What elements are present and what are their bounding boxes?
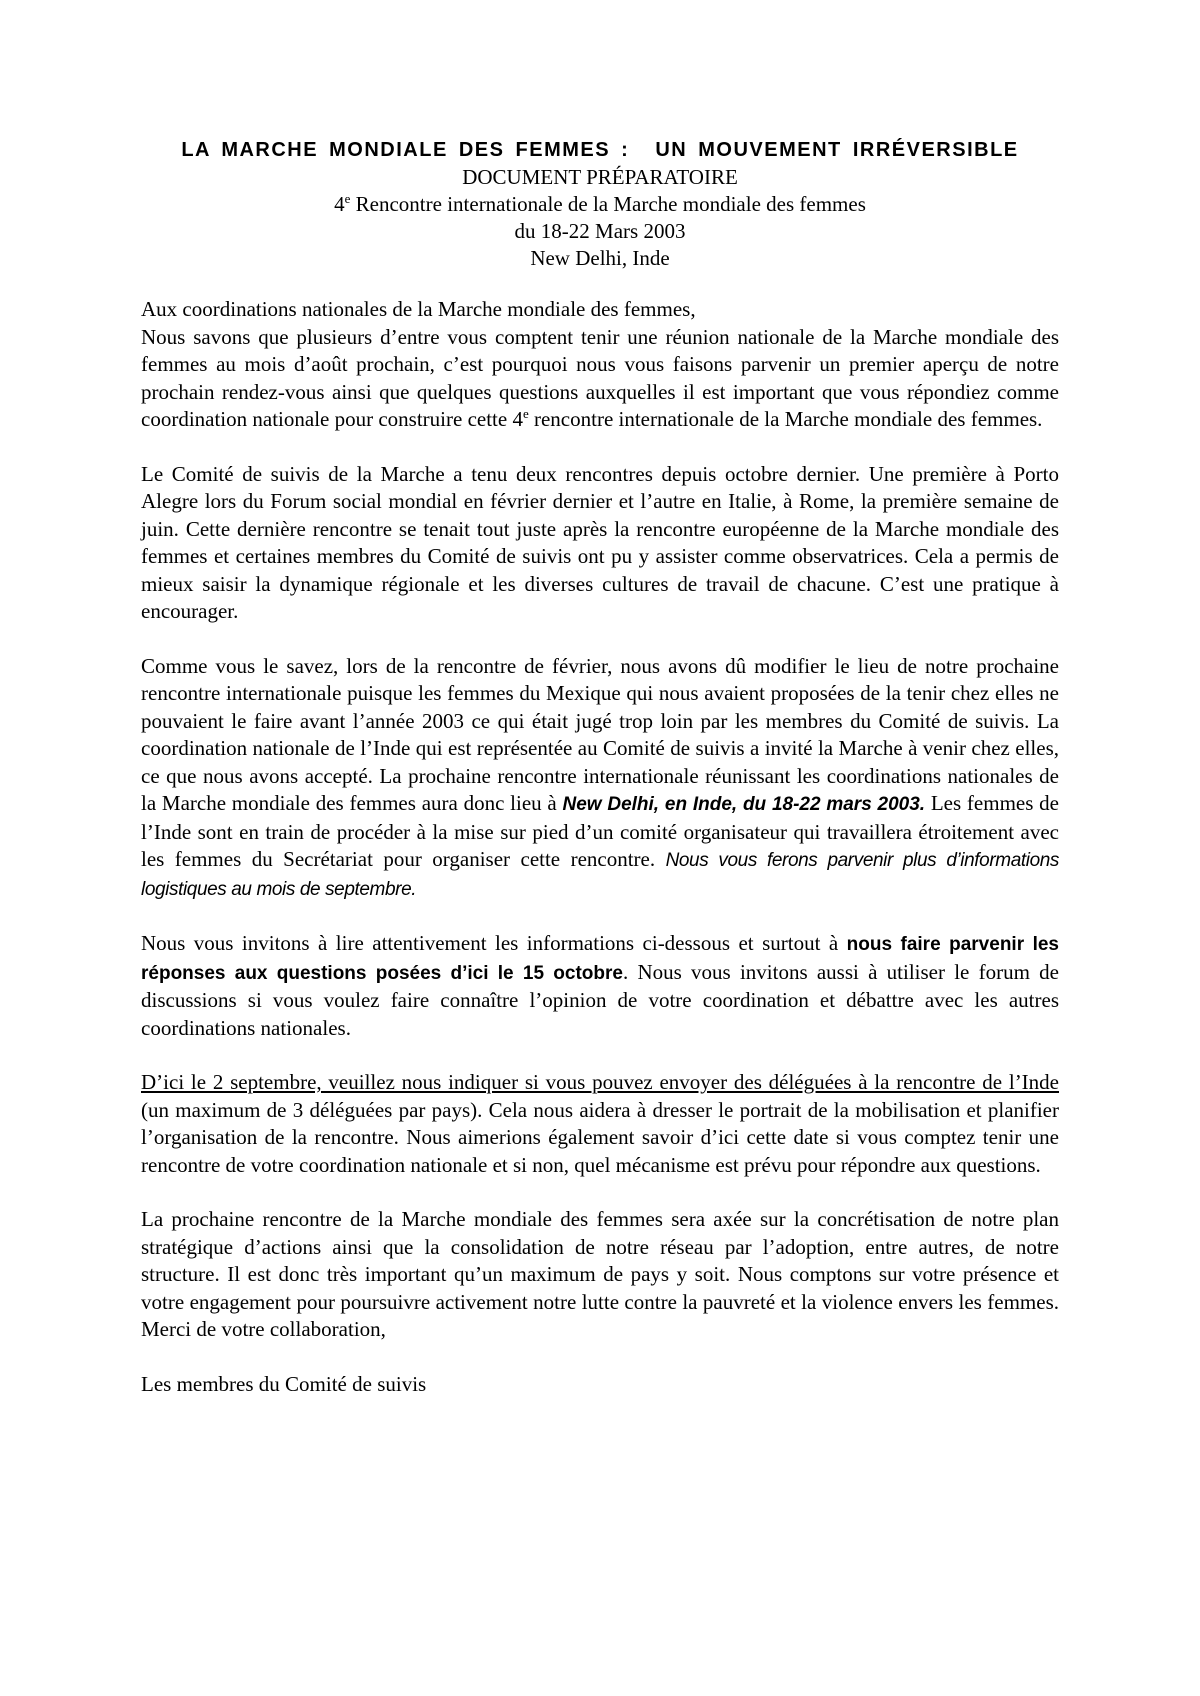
paragraph-intro [141,324,1059,434]
paragraph-comite: Le Comité de suivis de la Marche a tenu deux rencontres depuis octobre dernier. Une première à Porto Alegre lors du Forum social mondial en février dernier et l’autre en Italie, à Rome, la première semaine de juin. Cette dernière rencontre se tenait tout juste après la rencontre européenne de la Marche mondiale des femmes et certaines membres du Comité de suivis ont pu y assister comme observatrices. Cela a permis de mieux saisir la dynamique régionale et les diverses cultures de travail de chacune. C’est une pratique à encourager. [141,461,1059,623]
paragraph-intro-end: rencontre internationale de la Marche mondiale des femmes. [528,407,1043,431]
meeting-name [141,191,1059,218]
paragraph-invitation-end: . Nous vous invitons aussi à utiliser le forum de discussions si vous voulez faire connaître l’opinion de votre coordination et débattre avec les autres coordinations nationales. [141,959,1059,1040]
logistics-note: Nous vous ferons parvenir plus d’informations logistiques au mois de septembre. [141,850,1060,900]
paragraph-invitation [141,930,1059,1042]
paragraph-lieu [141,653,1059,904]
document-header [141,136,1059,272]
ordinal-suffix: e [522,406,529,421]
paragraph-lieu-middle: Les femmes de l’Inde sont en train de procéder à la mise sur pied d’un comité organisateur qui travaillera étroitement avec les femmes du Secrétariat pour organiser cette rencontre. [141,791,1059,871]
event-location-dates: New Delhi, en Inde, du 18-22 mars 2003. [562,794,926,815]
paragraph-delegation-text: (un maximum de 3 déléguées par pays). Cela nous aidera à dresser le portrait de la mobilisation et planifier l’organisation de la rencontre. Nous aimerions également savoir d’ici cette date si vous comptez tenir une rencontre de votre coordination nationale et si non, quel mécanisme est prévu pour répondre aux questions. [141,1097,1059,1177]
paragraph-invitation-text: Nous vous invitons à lire attentivement les informations ci-dessous et surtout à [141,931,847,955]
deadline-highlight: nous faire parvenir les réponses aux questions posées d’ici le 15 octobre [141,934,1059,984]
salutation: Aux coordinations nationales de la Marche mondiale des femmes, [141,297,696,321]
document-title [141,136,1059,164]
meeting-number-suffix: e [344,191,351,206]
paragraph-intro-text: Nous savons que plusieurs d’entre vous comptent tenir une réunion nationale de la Marche mondiale des femmes au mois d’août prochain, c’est pourquoi nous vous faisons parvenir un premier aperçu de notre prochain rendez-vous ainsi que quelques questions auxquelles il est important que vous répondiez comme coordination nationale pour construire cette 4 [141,324,1059,431]
document-page [141,136,1059,1425]
paragraph-delegation [141,1069,1059,1179]
title-part-1: LA MARCHE MONDIALE DES FEMMES : [181,139,630,161]
meeting-location: New Delhi, Inde [530,246,670,270]
meeting-dates: du 18-22 Mars 2003 [514,219,686,243]
delegation-deadline: D’ici le 2 septembre, veuillez nous indiquer si vous pouvez envoyer des déléguées à la rencontre de l’Inde [141,1070,1059,1094]
title-part-2: UN MOUVEMENT IRRÉVERSIBLE [655,139,1019,161]
document-subtitle: DOCUMENT PRÉPARATOIRE [462,165,738,189]
meeting-title: Rencontre internationale de la Marche mondiale des femmes [350,192,866,216]
signature: Les membres du Comité de suivis [141,1371,427,1396]
paragraph-closing: La prochaine rencontre de la Marche mondiale des femmes sera axée sur la concrétisation de notre plan stratégique d’actions ainsi que la consolidation de notre réseau par l’adoption, entre autres, de notre structure. Il est donc très important qu’un maximum de pays y soit. Nous comptons sur votre présence et votre engagement pour poursuivre activement notre lutte contre la pauvreté et la violence envers les femmes. Merci de votre collaboration, [141,1207,1059,1341]
meeting-number: 4 [334,192,345,216]
paragraph-lieu-text: Comme vous le savez, lors de la rencontre de février, nous avons dû modifier le lieu de notre prochaine rencontre internationale puisque les femmes du Mexique qui nous avaient proposées de la tenir chez elles ne pouvaient le faire avant l’année 2003 ce qui était jugé trop loin par les membres du Comité de suivis. La coordination nationale de l’Inde qui est représentée au Comité de suivis a invité la Marche à venir chez elles, ce que nous avons accepté. La prochaine rencontre internationale réunissant les coordinations nationales de la Marche mondiale des femmes aura donc lieu à [141,653,1059,815]
